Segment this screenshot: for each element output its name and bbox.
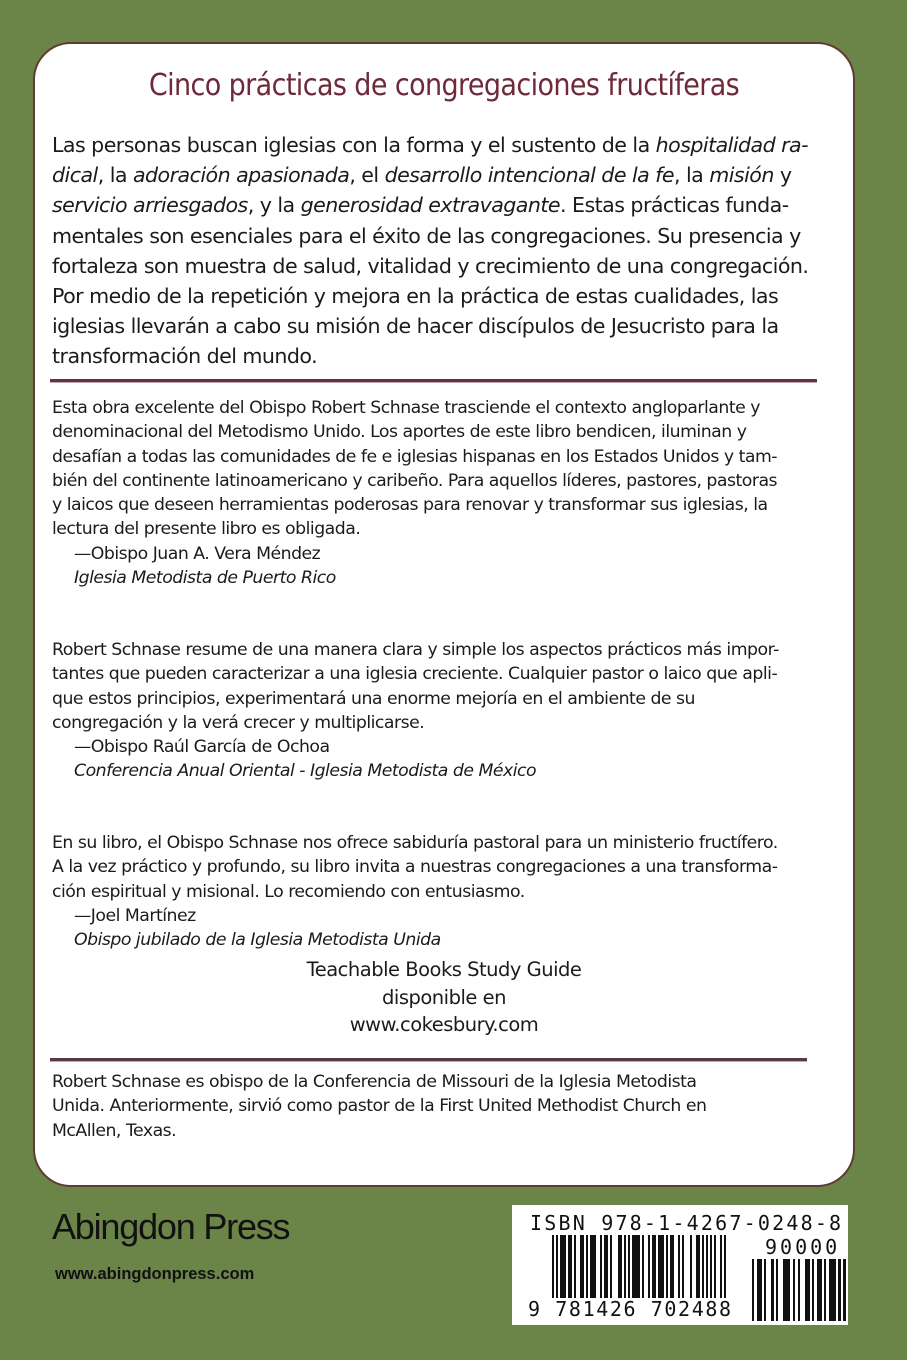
barcode-bar: [771, 1259, 773, 1321]
study-guide-title: Teachable Books Study Guide: [306, 958, 582, 981]
barcode-bar: [838, 1259, 840, 1321]
study-guide-availability: disponible en: [382, 985, 506, 1009]
endorsement-line: bién del continente latinoamericano y caribeño. Para aquellos líderes, pastores, pastoras: [52, 470, 778, 491]
endorsement-line: y laicos que deseen herramientas poderosas para renovar y transformar sus iglesias, la: [52, 495, 768, 516]
endorsement-author: —Joel Martínez: [74, 905, 196, 926]
barcode-bar: [812, 1259, 814, 1321]
intro-text: transformación del mundo.: [52, 344, 318, 369]
emphasis-text: hospitalidad ra-: [655, 133, 808, 157]
barcode-bar: [798, 1259, 800, 1321]
endorsement-line: Esta obra excelente del Obispo Robert Schnase trasciende el contexto angloparlante y: [52, 398, 760, 418]
barcode-bar: [757, 1259, 762, 1321]
endorsement-line: ción espiritual y misional. Lo recomiendo con entusiasmo.: [52, 881, 525, 902]
isbn-barcode: [512, 1205, 848, 1325]
endorsement-affiliation: [52, 566, 852, 590]
study-guide-notice: [35, 956, 853, 1039]
intro-text: , el: [349, 163, 385, 188]
intro-text: Las personas buscan iglesias con la forma y el sustento de la: [52, 133, 656, 157]
publisher-url: www.abingdonpress.com: [55, 1265, 255, 1283]
barcode-bar: [805, 1259, 810, 1321]
divider-top: [50, 379, 817, 382]
intro-text: Por medio de la repetición y mejora en la práctica de estas cualidades, las: [52, 284, 779, 309]
book-title: Cinco prácticas de congregaciones fructíferas: [148, 68, 740, 103]
endorsement-line: desafían a todas las comunidades de fe e iglesias hispanas en los Estados Unidos y tam-: [52, 446, 778, 467]
study-guide-url: www.cokesbury.com: [349, 1013, 539, 1036]
intro-line: [52, 311, 842, 341]
intro-text: , la: [674, 163, 710, 188]
back-cover-panel: [33, 42, 855, 1187]
intro-paragraph: [52, 130, 842, 372]
addon-barcode-bars: [752, 1259, 842, 1321]
endorsement-line: denominacional del Metodismo Unido. Los aportes de este libro bendicen, iluminan y: [52, 422, 747, 443]
intro-text: iglesias llevarán a cabo su misión de hacer discípulos de Jesucristo para la: [52, 314, 779, 339]
endorsement-affiliation: [52, 928, 852, 952]
intro-text: . Estas prácticas funda-: [560, 193, 789, 218]
endorsement-affiliation: [52, 759, 852, 783]
endorsement-line: En su libro, el Obispo Schnase nos ofrece sabiduría pastoral para un ministerio fructífero.: [52, 833, 778, 853]
affiliation-text: Obispo jubilado de la Iglesia Metodista Unida: [74, 930, 441, 951]
bio-line: McAllen, Texas.: [52, 1120, 177, 1141]
barcode-bar: [817, 1259, 822, 1321]
intro-line: [52, 130, 842, 160]
intro-line: [52, 221, 842, 251]
barcode-bar: [793, 1259, 795, 1321]
intro-text: y: [773, 163, 792, 188]
intro-text: fortaleza son muestra de salud, vitalidad y crecimiento de una congregación.: [52, 253, 809, 278]
author-bio: [52, 1070, 852, 1143]
emphasis-text: adoración apasionada: [132, 163, 350, 188]
endorsement-line: Robert Schnase resume de una manera clara y simple los aspectos prácticos más impor-: [52, 640, 779, 660]
endorsement-line: que estos principios, experimentará una enorme mejoría en el ambiente de su: [52, 688, 695, 709]
intro-line: [52, 281, 842, 311]
isbn-label: ISBN 978-1-4267-0248-8: [530, 1211, 844, 1235]
endorsement-line: lectura del presente libro es obligada.: [52, 519, 361, 540]
emphasis-text: servicio arriesgados: [52, 193, 248, 218]
endorsement-3: [52, 831, 852, 952]
publisher-logo: Abingdon Press: [52, 1206, 290, 1247]
barcode-bar: [824, 1259, 826, 1321]
bio-line: Robert Schnase es obispo de la Conferencia de Missouri de la Iglesia Metodista: [52, 1072, 697, 1092]
barcode-bar: [764, 1259, 766, 1321]
price-addon-digits: 90000: [765, 1235, 841, 1259]
emphasis-text: dical: [52, 163, 98, 188]
barcode-bar: [829, 1259, 836, 1321]
intro-line: [52, 190, 842, 220]
barcode-bar: [783, 1259, 790, 1321]
intro-line: [52, 251, 842, 281]
endorsement-line: congregación y la verá crecer y multiplicarse.: [52, 712, 425, 733]
intro-text: , y la: [247, 193, 301, 218]
emphasis-text: misión: [709, 163, 774, 188]
ean-digits: 9 781426 702488: [528, 1297, 733, 1321]
barcode-bar: [776, 1259, 778, 1321]
divider-bottom: [50, 1058, 807, 1061]
endorsement-2: [52, 638, 852, 784]
intro-line: [52, 341, 842, 371]
endorsement-1: [52, 396, 852, 590]
barcode-bar: [752, 1259, 754, 1321]
endorsement-author: —Obispo Juan A. Vera Méndez: [74, 543, 321, 564]
intro-text: mentales son esenciales para el éxito de las congregaciones. Su presencia y: [52, 223, 801, 248]
emphasis-text: desarrollo intencional de la fe: [384, 163, 675, 188]
endorsement-line: tantes que pueden caracterizar a una iglesia creciente. Cualquier pastor o laico que apli-: [52, 664, 778, 685]
affiliation-text: Conferencia Anual Oriental - Iglesia Metodista de México: [74, 761, 537, 782]
intro-line: [52, 160, 842, 190]
emphasis-text: generosidad extravagante: [300, 193, 561, 218]
bio-line: Unida. Anteriormente, sirvió como pastor de la First United Methodist Church en: [52, 1096, 707, 1117]
intro-text: , la: [97, 163, 133, 188]
barcode-bar: [843, 1259, 845, 1321]
affiliation-text: Iglesia Metodista de Puerto Rico: [74, 568, 336, 589]
endorsement-line: A la vez práctico y profundo, su libro invita a nuestras congregaciones a una transforma-: [52, 857, 778, 878]
endorsement-author: —Obispo Raúl García de Ochoa: [74, 737, 330, 758]
